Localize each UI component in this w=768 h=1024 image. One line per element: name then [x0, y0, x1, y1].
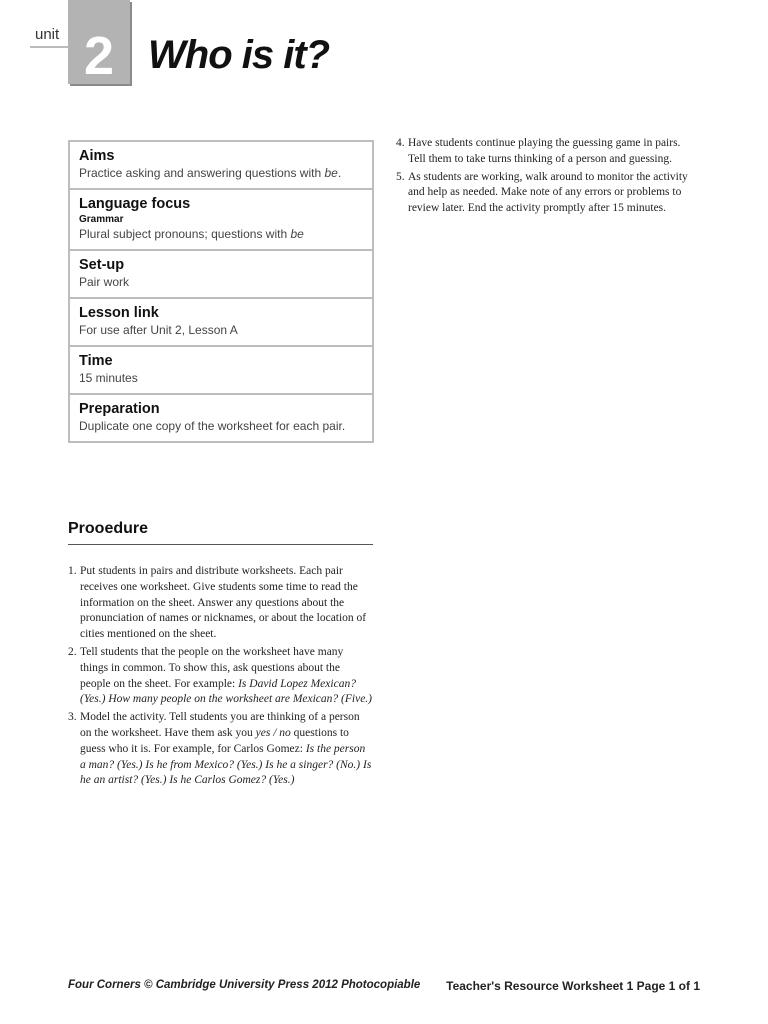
- procedure-steps-left: [68, 564, 373, 791]
- preparation-text: Duplicate one copy of the worksheet for each pair.: [79, 419, 346, 433]
- lesson-link-heading: Lesson link: [79, 305, 159, 321]
- procedure-step-2: 2. Tell students that the people on the worksheet have many things in common. To show this, ask questions about the people on the sheet. For example: Is David Lopez Mexican? (Yes.) How many people on the worksheet are Mexican? (Five.): [68, 645, 372, 706]
- procedure-step-3: 3. Model the activity. Tell students you are thinking of a person on the worksheet. Have them ask you yes / no questions to guess who it is. For example, for Carlos Gomez: Is the person a man? (Yes.) Is he from Mexico? (Yes.) Is he a singer? (No.) Is he an artist? (Yes.) Is he Carlos Gomez? (Yes.): [68, 711, 372, 787]
- lesson-link-text: For use after Unit 2, Lesson A: [79, 323, 238, 337]
- lesson-link-section: [70, 299, 372, 347]
- lesson-info-box: [68, 140, 374, 443]
- aims-heading: Aims: [79, 148, 115, 164]
- preparation-section: [70, 395, 372, 441]
- footer-copyright: Four Corners © Cambridge University Press 2012 Photocopiable: [68, 979, 421, 991]
- setup-heading: Set-up: [79, 257, 125, 273]
- grammar-subheading: Grammar: [79, 214, 124, 225]
- procedure-heading: Prooedure: [68, 520, 373, 545]
- time-section: [70, 347, 372, 395]
- footer-page-info: Teacher's Resource Worksheet 1 Page 1 of 1: [446, 979, 700, 993]
- page-title: Who is it?: [148, 33, 330, 77]
- procedure-step-5: 5. As students are working, walk around to monitor the activity and help as needed. Make note of any errors or problems to review later. End the activity promptly after 15 minutes.: [396, 170, 688, 215]
- procedure-steps-right: [396, 136, 696, 219]
- setup-text: Pair work: [79, 275, 130, 289]
- language-focus-text: Plural subject pronouns; questions with be: [79, 227, 304, 241]
- language-focus-section: [70, 190, 372, 251]
- unit-label: unit: [30, 22, 70, 48]
- procedure-step-1: 1. Put students in pairs and distribute worksheets. Each pair receives one worksheet. Give students some time to read the information on the sheet. Answer any questions about the pronunciation of names or nicknames, or about the location of cities mentioned on the sheet.: [68, 565, 367, 641]
- aims-section: [70, 142, 372, 190]
- time-text: 15 minutes: [79, 371, 138, 385]
- aims-text: Practice asking and answering questions with be.: [79, 166, 342, 180]
- preparation-heading: Preparation: [79, 401, 160, 417]
- language-focus-heading: Language focus: [79, 196, 191, 212]
- unit-number: 2: [68, 0, 130, 84]
- procedure-step-4: 4. Have students continue playing the guessing game in pairs. Tell them to take turns thinking of a person and guessing.: [396, 137, 681, 165]
- time-heading: Time: [79, 353, 113, 369]
- setup-section: [70, 251, 372, 299]
